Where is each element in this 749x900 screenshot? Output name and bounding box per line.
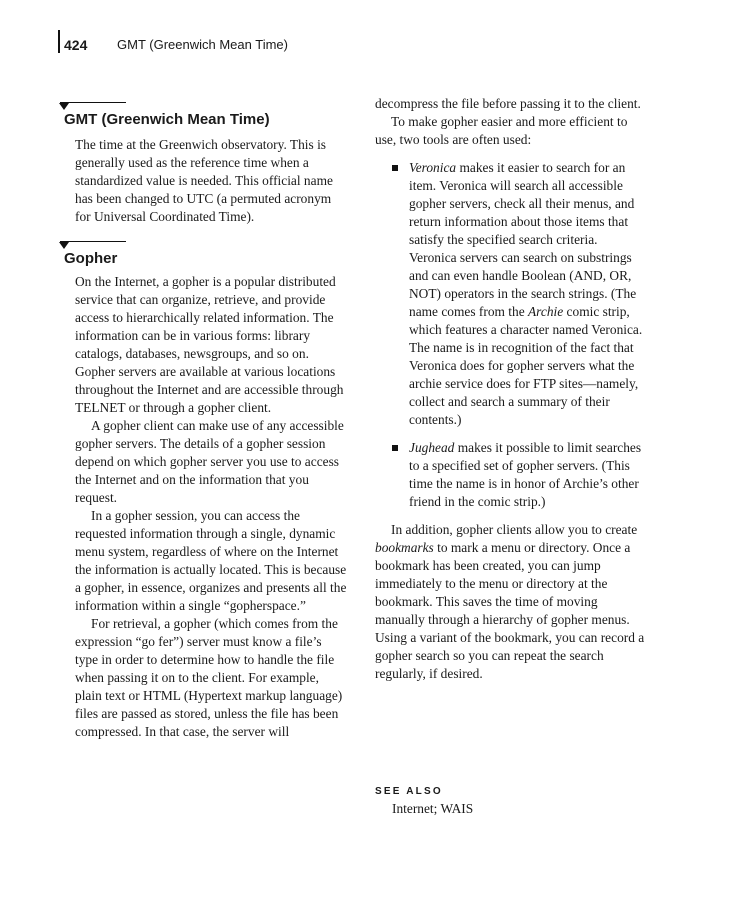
entry-body [75, 136, 347, 226]
entry-rule [60, 102, 126, 103]
entry-rule [60, 241, 126, 242]
bullet-square-icon [392, 445, 398, 451]
bullet-text: makes it possible to limit searches to a specified set of gopher servers. (This time the name is in honor of Archie’s other friend in the comic strip.) [409, 440, 642, 509]
paragraph: On the Internet, a gopher is a popular distributed service that can organize, retrieve, and provide access to hierarchically related information. The information can be in various forms: library catalogs, databases, newsgroups, and so on. Gopher servers are available at various locations throughout the Internet and are accessible through TELNET or through a gopher client. [75, 274, 344, 415]
right-column [375, 95, 647, 683]
entry-marker-icon [59, 103, 69, 110]
term: Jughead [409, 440, 455, 455]
bullet-square-icon [392, 165, 398, 171]
page-number: 424 [64, 37, 88, 53]
list-item [375, 159, 647, 429]
list-item [375, 439, 647, 511]
bullet-list [375, 159, 647, 511]
entry-heading: Gopher [64, 250, 118, 267]
see-also-links: Internet; WAIS [392, 801, 474, 816]
see-also-label: SEE ALSO [375, 786, 443, 797]
paragraph: The time at the Greenwich observatory. This is generally used as the reference time when a standardized value is needed. This official name has been changed to UTC (a permuted acronym for Universal Coordinated Time). [75, 137, 333, 224]
running-title: GMT (Greenwich Mean Time) [117, 37, 288, 52]
term: Archie [528, 304, 564, 319]
bullet-text: comic strip, which features a character named Veronica. The name is in recognition of the fact that Veronica does for gopher servers what the archie service does for FTP sites—namely, collect and search a summary of their contents.) [409, 304, 643, 427]
closing-text: to mark a menu or directory. Once a bookmark has been created, you can jump immediately to the menu or directory at the bookmark. This saves the time of moving manually through a hierarchy of gopher menus. Using a variant of the bookmark, you can record a gopher search so you can repeat the search regularly, if desired. [375, 540, 645, 681]
paragraph: decompress the file before passing it to the client. [375, 96, 641, 111]
entry-marker-icon [59, 242, 69, 249]
entry-heading: GMT (Greenwich Mean Time) [64, 111, 270, 128]
paragraph: For retrieval, a gopher (which comes from the expression “go fer”) server must know a file’s type in order to determine how to handle the file when passing it on to the client. For example, plain text or HTML (Hypertext markup language) files are passed as stored, unless the file has been compressed. In that case, the server will [75, 616, 343, 739]
paragraph: To make gopher easier and more efficient to use, two tools are often used: [375, 114, 628, 147]
term: Veronica [409, 160, 457, 175]
closing-text: In addition, gopher clients allow you to create [391, 522, 638, 537]
bullet-text: makes it easier to search for an item. Veronica will search all accessible gopher servers, check all their menus, and return information about those items that satisfy the specified search criteria. Veronica servers can search on substrings and can even handle Boolean (AND, OR, NOT) operators in the search strings. (The name comes from the [409, 160, 637, 319]
paragraph: In a gopher session, you can access the requested information through a single, dynamic menu system, regardless of where on the Internet the information is actually located. This is because a gopher, in essence, organizes and presents all the information within a single “gopherspace.” [75, 508, 347, 613]
paragraph: A gopher client can make use of any accessible gopher servers. The details of a gopher session depend on which gopher server you use to access the Internet and on the information that you request. [75, 418, 344, 505]
term: bookmarks [375, 540, 434, 555]
header-rule [58, 30, 60, 53]
left-column [75, 273, 347, 741]
paragraph [375, 521, 647, 683]
